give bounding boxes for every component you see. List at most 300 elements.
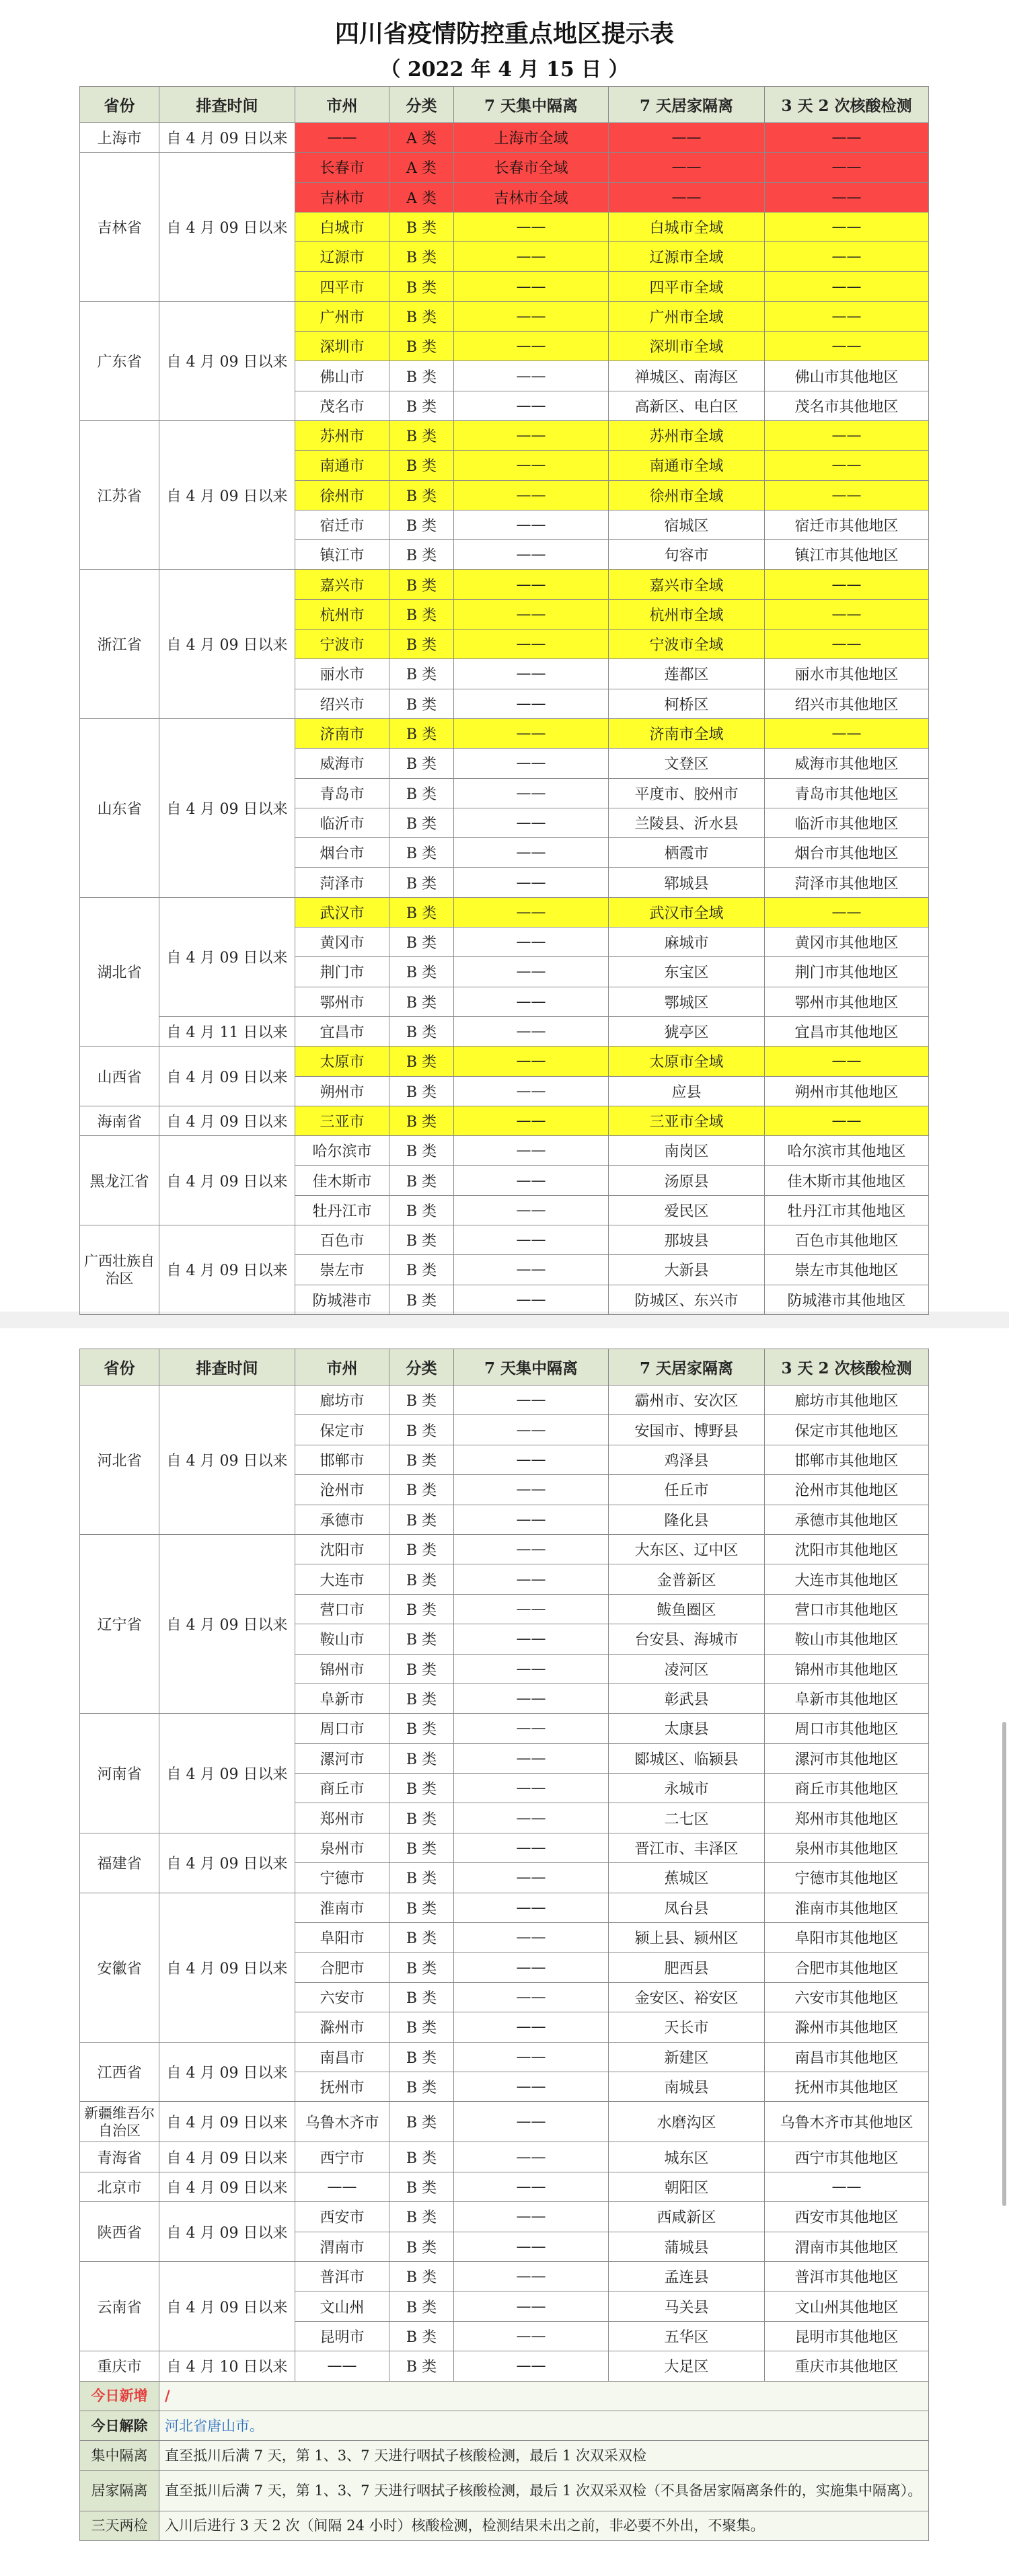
- test-cell: 文山州其他地区: [765, 2291, 929, 2321]
- central-quarantine-cell: ——: [454, 1166, 609, 1195]
- test-cell: 廊坊市其他地区: [765, 1386, 929, 1415]
- home-quarantine-cell: 台安县、海城市: [609, 1624, 765, 1654]
- city-cell: 鞍山市: [295, 1624, 389, 1654]
- city-cell: 鄂州市: [295, 987, 389, 1016]
- table-row: [80, 1047, 929, 1076]
- category-cell: B 类: [389, 2072, 454, 2101]
- central-quarantine-cell: ——: [454, 1803, 609, 1833]
- home-quarantine-cell: 孟连县: [609, 2261, 765, 2291]
- home-quarantine-cell: 那坡县: [609, 1225, 765, 1254]
- home-quarantine-cell: 肥西县: [609, 1953, 765, 1982]
- city-cell: 阜新市: [295, 1683, 389, 1713]
- central-quarantine-cell: ——: [454, 301, 609, 331]
- period-cell: 自 4 月 09 日以来: [159, 1833, 295, 1893]
- category-cell: B 类: [389, 2102, 454, 2142]
- city-cell: ——: [295, 2351, 389, 2381]
- test-cell: ——: [765, 1106, 929, 1135]
- column-header: 市州: [295, 1349, 389, 1386]
- table-row: [80, 2172, 929, 2201]
- table-row: [80, 718, 929, 748]
- home-quarantine-cell: 三亚市全域: [609, 1106, 765, 1135]
- city-cell: 六安市: [295, 1982, 389, 2012]
- category-cell: B 类: [389, 1106, 454, 1135]
- city-cell: 百色市: [295, 1225, 389, 1254]
- test-cell: 佳木斯市其他地区: [765, 1166, 929, 1195]
- city-cell: 太原市: [295, 1047, 389, 1076]
- central-quarantine-cell: ——: [454, 927, 609, 957]
- test-cell: ——: [765, 451, 929, 480]
- home-quarantine-cell: 麻城市: [609, 927, 765, 957]
- city-cell: ——: [295, 2172, 389, 2201]
- table-header-row: [80, 1349, 929, 1386]
- scrollbar[interactable]: [1002, 1722, 1006, 2206]
- home-quarantine-cell: 金普新区: [609, 1564, 765, 1594]
- city-cell: 济南市: [295, 718, 389, 748]
- category-cell: B 类: [389, 540, 454, 570]
- home-quarantine-cell: 东宝区: [609, 957, 765, 987]
- category-cell: B 类: [389, 1016, 454, 1046]
- home-quarantine-cell: 广州市全域: [609, 301, 765, 331]
- category-cell: B 类: [389, 1982, 454, 2012]
- category-cell: B 类: [389, 808, 454, 837]
- period-cell: 自 4 月 09 日以来: [159, 1386, 295, 1535]
- central-quarantine-cell: ——: [454, 570, 609, 599]
- period-cell: 自 4 月 09 日以来: [159, 2102, 295, 2142]
- category-cell: B 类: [389, 1624, 454, 1654]
- home-quarantine-cell: ——: [609, 182, 765, 212]
- city-cell: 丽水市: [295, 659, 389, 689]
- page-two: [0, 1328, 1009, 2576]
- home-quarantine-cell: 高新区、电白区: [609, 391, 765, 420]
- city-cell: 文山州: [295, 2291, 389, 2321]
- period-cell: 自 4 月 09 日以来: [159, 1136, 295, 1225]
- central-quarantine-cell: 上海市全域: [454, 123, 609, 153]
- category-cell: B 类: [389, 599, 454, 629]
- central-quarantine-cell: ——: [454, 1136, 609, 1166]
- category-cell: B 类: [389, 420, 454, 450]
- city-cell: 白城市: [295, 212, 389, 241]
- category-cell: B 类: [389, 1654, 454, 1683]
- province-cell: 山东省: [80, 718, 159, 897]
- table-row: [80, 301, 929, 331]
- home-quarantine-cell: 四平市全域: [609, 272, 765, 301]
- table-header-row: [80, 87, 929, 123]
- central-quarantine-cell: ——: [454, 808, 609, 837]
- city-cell: 郑州市: [295, 1803, 389, 1833]
- test-cell: 荆门市其他地区: [765, 957, 929, 987]
- central-quarantine-cell: ——: [454, 630, 609, 659]
- home-label: 居家隔离: [80, 2470, 159, 2511]
- category-cell: B 类: [389, 2232, 454, 2261]
- home-quarantine-cell: 栖霞市: [609, 838, 765, 868]
- category-cell: B 类: [389, 1386, 454, 1415]
- category-cell: B 类: [389, 2172, 454, 2201]
- home-quarantine-cell: 兰陵县、沂水县: [609, 808, 765, 837]
- province-cell: 云南省: [80, 2261, 159, 2351]
- home-quarantine-cell: 宿城区: [609, 510, 765, 539]
- test-cell: ——: [765, 123, 929, 153]
- table-row: [80, 123, 929, 153]
- category-cell: B 类: [389, 332, 454, 361]
- home-quarantine-cell: 莲都区: [609, 659, 765, 689]
- test-cell: ——: [765, 897, 929, 927]
- home-quarantine-cell: 白城市全域: [609, 212, 765, 241]
- city-cell: 泉州市: [295, 1833, 389, 1862]
- home-quarantine-cell: 彰武县: [609, 1683, 765, 1713]
- category-cell: B 类: [389, 391, 454, 420]
- province-cell: 重庆市: [80, 2351, 159, 2381]
- central-quarantine-cell: ——: [454, 2012, 609, 2042]
- test-cell: 漯河市其他地区: [765, 1743, 929, 1773]
- category-cell: B 类: [389, 778, 454, 808]
- category-cell: B 类: [389, 1166, 454, 1195]
- city-cell: 深圳市: [295, 332, 389, 361]
- category-cell: B 类: [389, 1923, 454, 1953]
- home-quarantine-cell: 防城区、东兴市: [609, 1285, 765, 1314]
- province-cell: 江西省: [80, 2042, 159, 2102]
- test-cell: 滁州市其他地区: [765, 2012, 929, 2042]
- period-cell: 自 4 月 09 日以来: [159, 2202, 295, 2262]
- test-cell: 朔州市其他地区: [765, 1076, 929, 1106]
- home-quarantine-cell: 五华区: [609, 2321, 765, 2351]
- central-quarantine-cell: ——: [454, 361, 609, 391]
- central-quarantine-cell: ——: [454, 272, 609, 301]
- province-cell: 河南省: [80, 1714, 159, 1833]
- home-quarantine-cell: 禅城区、南海区: [609, 361, 765, 391]
- central-quarantine-cell: ——: [454, 778, 609, 808]
- province-cell: 山西省: [80, 1047, 159, 1106]
- city-cell: 周口市: [295, 1714, 389, 1743]
- category-cell: B 类: [389, 1594, 454, 1624]
- test-cell: 防城港市其他地区: [765, 1285, 929, 1314]
- home-quarantine-cell: 平度市、胶州市: [609, 778, 765, 808]
- test-cell: 菏泽市其他地区: [765, 868, 929, 897]
- category-cell: B 类: [389, 480, 454, 510]
- city-cell: 青岛市: [295, 778, 389, 808]
- city-cell: 牡丹江市: [295, 1195, 389, 1225]
- city-cell: 昆明市: [295, 2321, 389, 2351]
- central-quarantine-cell: ——: [454, 420, 609, 450]
- category-cell: B 类: [389, 570, 454, 599]
- city-cell: 商丘市: [295, 1774, 389, 1803]
- new-value: /: [159, 2381, 929, 2411]
- test-cell: 宿迁市其他地区: [765, 510, 929, 539]
- central-quarantine-cell: ——: [454, 1047, 609, 1076]
- province-cell: 辽宁省: [80, 1534, 159, 1713]
- central-quarantine-cell: ——: [454, 1106, 609, 1135]
- central-quarantine-cell: ——: [454, 2291, 609, 2321]
- category-cell: A 类: [389, 153, 454, 182]
- category-cell: B 类: [389, 510, 454, 539]
- category-cell: B 类: [389, 2012, 454, 2042]
- central-quarantine-cell: ——: [454, 1415, 609, 1445]
- test-cell: 宁德市其他地区: [765, 1863, 929, 1893]
- home-quarantine-cell: 蕉城区: [609, 1863, 765, 1893]
- province-cell: 广西壮族自治区: [80, 1225, 159, 1314]
- city-cell: 普洱市: [295, 2261, 389, 2291]
- test-cell: 商丘市其他地区: [765, 1774, 929, 1803]
- test-cell: 郑州市其他地区: [765, 1803, 929, 1833]
- test-cell: 百色市其他地区: [765, 1225, 929, 1254]
- province-cell: 青海省: [80, 2142, 159, 2172]
- category-cell: B 类: [389, 1683, 454, 1713]
- home-quarantine-cell: 句容市: [609, 540, 765, 570]
- period-cell: 自 4 月 09 日以来: [159, 123, 295, 153]
- category-cell: B 类: [389, 2042, 454, 2072]
- city-cell: 防城港市: [295, 1285, 389, 1314]
- test-cell: 沈阳市其他地区: [765, 1534, 929, 1564]
- category-cell: B 类: [389, 897, 454, 927]
- city-cell: 哈尔滨市: [295, 1136, 389, 1166]
- central-quarantine-cell: ——: [454, 957, 609, 987]
- category-cell: B 类: [389, 1475, 454, 1505]
- period-cell: 自 4 月 09 日以来: [159, 2142, 295, 2172]
- central-quarantine-cell: ——: [454, 1953, 609, 1982]
- test-cell: ——: [765, 599, 929, 629]
- province-cell: 江苏省: [80, 420, 159, 569]
- central-quarantine-cell: ——: [454, 1594, 609, 1624]
- home-quarantine-cell: 大足区: [609, 2351, 765, 2381]
- home-quarantine-cell: 徐州市全域: [609, 480, 765, 510]
- risk-table-part-2: [79, 1349, 929, 2541]
- home-quarantine-cell: 晋江市、丰泽区: [609, 1833, 765, 1862]
- central-quarantine-cell: ——: [454, 1534, 609, 1564]
- test-cell: 营口市其他地区: [765, 1594, 929, 1624]
- release-label: 今日解除: [80, 2411, 159, 2440]
- period-cell: 自 4 月 09 日以来: [159, 1714, 295, 1833]
- category-cell: B 类: [389, 1255, 454, 1285]
- category-cell: B 类: [389, 301, 454, 331]
- test-cell: 大连市其他地区: [765, 1564, 929, 1594]
- test-cell: 泉州市其他地区: [765, 1833, 929, 1862]
- home-quarantine-cell: 霸州市、安次区: [609, 1386, 765, 1415]
- city-cell: 辽源市: [295, 242, 389, 272]
- city-cell: 徐州市: [295, 480, 389, 510]
- home-quarantine-cell: 隆化县: [609, 1505, 765, 1534]
- central-quarantine-cell: ——: [454, 2142, 609, 2172]
- central-quarantine-cell: ——: [454, 1076, 609, 1106]
- category-cell: B 类: [389, 1743, 454, 1773]
- province-cell: 新疆维吾尔自治区: [80, 2102, 159, 2142]
- province-cell: 湖北省: [80, 897, 159, 1046]
- table-row: [80, 420, 929, 450]
- table-row: [80, 1714, 929, 1743]
- city-cell: 承德市: [295, 1505, 389, 1534]
- city-cell: 锦州市: [295, 1654, 389, 1683]
- test-cell: ——: [765, 272, 929, 301]
- test-label: 三天两检: [80, 2511, 159, 2540]
- category-cell: B 类: [389, 749, 454, 778]
- central-quarantine-cell: ——: [454, 1714, 609, 1743]
- column-header: 分类: [389, 1349, 454, 1386]
- period-cell: 自 4 月 09 日以来: [159, 1534, 295, 1713]
- home-text: 直至抵川后满 7 天，第 1、3、7 天进行咽拭子核酸检测，最后 1 次双采双检（不具备居家隔离条件的，实施集中隔离）。: [159, 2470, 929, 2511]
- table-row: [80, 2102, 929, 2142]
- test-cell: 六安市其他地区: [765, 1982, 929, 2012]
- city-cell: 南昌市: [295, 2042, 389, 2072]
- central-quarantine-cell: ——: [454, 1445, 609, 1474]
- category-cell: B 类: [389, 1534, 454, 1564]
- period-cell: 自 4 月 09 日以来: [159, 153, 295, 301]
- test-cell: 沧州市其他地区: [765, 1475, 929, 1505]
- home-quarantine-cell: 柯桥区: [609, 689, 765, 718]
- central-text: 直至抵川后满 7 天，第 1、3、7 天进行咽拭子核酸检测，最后 1 次双采双检: [159, 2441, 929, 2470]
- period-cell: 自 4 月 09 日以来: [159, 570, 295, 718]
- test-cell: 绍兴市其他地区: [765, 689, 929, 718]
- test-cell: 黄冈市其他地区: [765, 927, 929, 957]
- period-cell: 自 4 月 09 日以来: [159, 1106, 295, 1135]
- test-cell: ——: [765, 153, 929, 182]
- category-cell: B 类: [389, 451, 454, 480]
- period-cell: 自 4 月 10 日以来: [159, 2351, 295, 2381]
- city-cell: 邯郸市: [295, 1445, 389, 1474]
- city-cell: 西宁市: [295, 2142, 389, 2172]
- table-row: [80, 2142, 929, 2172]
- category-cell: B 类: [389, 1564, 454, 1594]
- central-quarantine-cell: ——: [454, 242, 609, 272]
- table-row: [80, 897, 929, 927]
- city-cell: 南通市: [295, 451, 389, 480]
- province-cell: 浙江省: [80, 570, 159, 718]
- category-cell: B 类: [389, 957, 454, 987]
- home-quarantine-cell: 苏州市全域: [609, 420, 765, 450]
- test-cell: 牡丹江市其他地区: [765, 1195, 929, 1225]
- province-cell: 海南省: [80, 1106, 159, 1135]
- test-cell: 临沂市其他地区: [765, 808, 929, 837]
- table-row: [80, 2042, 929, 2072]
- category-cell: B 类: [389, 838, 454, 868]
- home-quarantine-cell: ——: [609, 153, 765, 182]
- home-quarantine-cell: 马关县: [609, 2291, 765, 2321]
- category-cell: B 类: [389, 1714, 454, 1743]
- test-cell: 承德市其他地区: [765, 1505, 929, 1534]
- central-quarantine-cell: ——: [454, 2072, 609, 2101]
- footer-new-row: [80, 2381, 929, 2411]
- central-quarantine-cell: ——: [454, 689, 609, 718]
- column-header: 3 天 2 次核酸检测: [765, 1349, 929, 1386]
- province-cell: 黑龙江省: [80, 1136, 159, 1225]
- table-row: [80, 1534, 929, 1564]
- footer-home-row: [80, 2470, 929, 2511]
- city-cell: 阜阳市: [295, 1923, 389, 1953]
- central-quarantine-cell: ——: [454, 2042, 609, 2072]
- city-cell: 杭州市: [295, 599, 389, 629]
- category-cell: B 类: [389, 1863, 454, 1893]
- central-quarantine-cell: ——: [454, 2202, 609, 2232]
- central-label: 集中隔离: [80, 2441, 159, 2470]
- city-cell: 宁德市: [295, 1863, 389, 1893]
- central-quarantine-cell: ——: [454, 480, 609, 510]
- test-cell: ——: [765, 301, 929, 331]
- test-cell: 西安市其他地区: [765, 2202, 929, 2232]
- table-row: [80, 1016, 929, 1046]
- test-cell: 邯郸市其他地区: [765, 1445, 929, 1474]
- home-quarantine-cell: 任丘市: [609, 1475, 765, 1505]
- city-cell: 宜昌市: [295, 1016, 389, 1046]
- column-header: 省份: [80, 87, 159, 123]
- central-quarantine-cell: ——: [454, 1774, 609, 1803]
- city-cell: 大连市: [295, 1564, 389, 1594]
- city-cell: 烟台市: [295, 838, 389, 868]
- column-header: 3 天 2 次核酸检测: [765, 87, 929, 123]
- category-cell: B 类: [389, 272, 454, 301]
- province-cell: 广东省: [80, 301, 159, 420]
- home-quarantine-cell: ——: [609, 123, 765, 153]
- central-quarantine-cell: ——: [454, 1833, 609, 1862]
- city-cell: ——: [295, 123, 389, 153]
- home-quarantine-cell: 深圳市全域: [609, 332, 765, 361]
- home-quarantine-cell: 武汉市全域: [609, 897, 765, 927]
- test-cell: 镇江市其他地区: [765, 540, 929, 570]
- home-quarantine-cell: 南通市全域: [609, 451, 765, 480]
- city-cell: 菏泽市: [295, 868, 389, 897]
- province-cell: 福建省: [80, 1833, 159, 1893]
- central-quarantine-cell: ——: [454, 1624, 609, 1654]
- central-quarantine-cell: ——: [454, 749, 609, 778]
- province-cell: 上海市: [80, 123, 159, 153]
- period-cell: 自 4 月 09 日以来: [159, 2042, 295, 2102]
- category-cell: B 类: [389, 2142, 454, 2172]
- category-cell: B 类: [389, 1285, 454, 1314]
- central-quarantine-cell: ——: [454, 1475, 609, 1505]
- city-cell: 绍兴市: [295, 689, 389, 718]
- central-quarantine-cell: ——: [454, 2261, 609, 2291]
- central-quarantine-cell: ——: [454, 718, 609, 748]
- category-cell: B 类: [389, 1415, 454, 1445]
- home-quarantine-cell: 鲅鱼圈区: [609, 1594, 765, 1624]
- city-cell: 三亚市: [295, 1106, 389, 1135]
- city-cell: 漯河市: [295, 1743, 389, 1773]
- city-cell: 西安市: [295, 2202, 389, 2232]
- category-cell: B 类: [389, 361, 454, 391]
- central-quarantine-cell: ——: [454, 599, 609, 629]
- city-cell: 苏州市: [295, 420, 389, 450]
- table-row: [80, 1225, 929, 1254]
- home-quarantine-cell: 济南市全域: [609, 718, 765, 748]
- province-cell: 河北省: [80, 1386, 159, 1535]
- column-header: 排查时间: [159, 87, 295, 123]
- test-cell: 重庆市其他地区: [765, 2351, 929, 2381]
- column-header: 7 天集中隔离: [454, 87, 609, 123]
- city-cell: 淮南市: [295, 1893, 389, 1922]
- test-cell: ——: [765, 1047, 929, 1076]
- city-cell: 长春市: [295, 153, 389, 182]
- city-cell: 武汉市: [295, 897, 389, 927]
- province-cell: 北京市: [80, 2172, 159, 2201]
- test-cell: 茂名市其他地区: [765, 391, 929, 420]
- city-cell: 广州市: [295, 301, 389, 331]
- period-cell: 自 4 月 09 日以来: [159, 420, 295, 569]
- table-row: [80, 1106, 929, 1135]
- category-cell: B 类: [389, 659, 454, 689]
- category-cell: B 类: [389, 987, 454, 1016]
- test-cell: ——: [765, 212, 929, 241]
- city-cell: 佳木斯市: [295, 1166, 389, 1195]
- new-label: 今日新增: [80, 2381, 159, 2411]
- column-header: 7 天集中隔离: [454, 1349, 609, 1386]
- category-cell: B 类: [389, 1774, 454, 1803]
- test-cell: 烟台市其他地区: [765, 838, 929, 868]
- city-cell: 营口市: [295, 1594, 389, 1624]
- home-quarantine-cell: 太原市全域: [609, 1047, 765, 1076]
- central-quarantine-cell: ——: [454, 1255, 609, 1285]
- test-cell: ——: [765, 2172, 929, 2201]
- central-quarantine-cell: ——: [454, 897, 609, 927]
- category-cell: B 类: [389, 2351, 454, 2381]
- test-cell: 威海市其他地区: [765, 749, 929, 778]
- province-cell: 陕西省: [80, 2202, 159, 2262]
- category-cell: B 类: [389, 1505, 454, 1534]
